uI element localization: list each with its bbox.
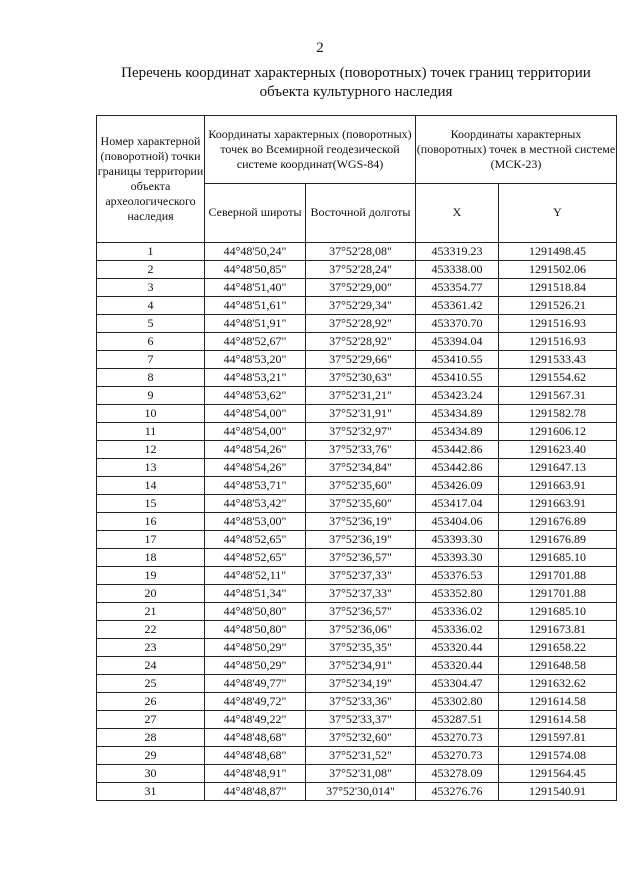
x-cell: 453352.80	[416, 585, 499, 603]
point-number-cell: 19	[97, 567, 205, 585]
table-row	[97, 369, 617, 387]
longitude-cell: 37°52'35,60"	[306, 477, 416, 495]
header-east-longitude: Восточной долготы	[306, 183, 416, 242]
latitude-cell: 44°48'54,26"	[205, 459, 306, 477]
x-cell: 453270.73	[416, 747, 499, 765]
table-row	[97, 621, 617, 639]
latitude-cell: 44°48'52,65"	[205, 531, 306, 549]
x-cell: 453393.30	[416, 531, 499, 549]
point-number-cell: 15	[97, 495, 205, 513]
latitude-cell: 44°48'54,00"	[205, 423, 306, 441]
point-number-cell: 29	[97, 747, 205, 765]
point-number-cell: 16	[97, 513, 205, 531]
table-row	[97, 513, 617, 531]
point-number-cell: 25	[97, 675, 205, 693]
point-number-cell: 10	[97, 405, 205, 423]
point-number-cell: 28	[97, 729, 205, 747]
y-cell: 1291564.45	[499, 765, 617, 783]
table-header	[97, 116, 617, 243]
table-row	[97, 351, 617, 369]
point-number-cell: 13	[97, 459, 205, 477]
table-row	[97, 675, 617, 693]
y-cell: 1291597.81	[499, 729, 617, 747]
x-cell: 453304.47	[416, 675, 499, 693]
longitude-cell: 37°52'36,06"	[306, 621, 416, 639]
longitude-cell: 37°52'31,21"	[306, 387, 416, 405]
table-row	[97, 297, 617, 315]
point-number-cell: 17	[97, 531, 205, 549]
longitude-cell: 37°52'28,92"	[306, 333, 416, 351]
y-cell: 1291516.93	[499, 315, 617, 333]
point-number-cell: 4	[97, 297, 205, 315]
document-title: Перечень координат характерных (поворотных) точек границ территории объекта культурного наследия	[121, 65, 591, 100]
point-number-cell: 27	[97, 711, 205, 729]
longitude-cell: 37°52'36,19"	[306, 531, 416, 549]
table-body	[97, 243, 617, 801]
point-number-cell: 22	[97, 621, 205, 639]
x-cell: 453370.70	[416, 315, 499, 333]
longitude-cell: 37°52'35,60"	[306, 495, 416, 513]
longitude-cell: 37°52'30,014"	[306, 783, 416, 801]
longitude-cell: 37°52'35,35"	[306, 639, 416, 657]
table-row	[97, 531, 617, 549]
point-number-cell: 21	[97, 603, 205, 621]
latitude-cell: 44°48'51,91"	[205, 315, 306, 333]
table-row	[97, 747, 617, 765]
latitude-cell: 44°48'53,21"	[205, 369, 306, 387]
latitude-cell: 44°48'50,80"	[205, 603, 306, 621]
latitude-cell: 44°48'50,80"	[205, 621, 306, 639]
table-row	[97, 243, 617, 261]
table-row	[97, 639, 617, 657]
table-row	[97, 315, 617, 333]
point-number-cell: 14	[97, 477, 205, 495]
table-row	[97, 585, 617, 603]
x-cell: 453320.44	[416, 657, 499, 675]
x-cell: 453336.02	[416, 603, 499, 621]
longitude-cell: 37°52'31,52"	[306, 747, 416, 765]
y-cell: 1291567.31	[499, 387, 617, 405]
y-cell: 1291540.91	[499, 783, 617, 801]
table-row	[97, 693, 617, 711]
latitude-cell: 44°48'53,00"	[205, 513, 306, 531]
table-row	[97, 657, 617, 675]
table-row	[97, 711, 617, 729]
point-number-cell: 2	[97, 261, 205, 279]
x-cell: 453434.89	[416, 423, 499, 441]
x-cell: 453426.09	[416, 477, 499, 495]
x-cell: 453410.55	[416, 351, 499, 369]
longitude-cell: 37°52'33,36"	[306, 693, 416, 711]
y-cell: 1291582.78	[499, 405, 617, 423]
point-number-cell: 11	[97, 423, 205, 441]
longitude-cell: 37°52'37,33"	[306, 585, 416, 603]
latitude-cell: 44°48'50,29"	[205, 657, 306, 675]
latitude-cell: 44°48'48,68"	[205, 747, 306, 765]
y-cell: 1291663.91	[499, 495, 617, 513]
x-cell: 453442.86	[416, 459, 499, 477]
y-cell: 1291554.62	[499, 369, 617, 387]
longitude-cell: 37°52'37,33"	[306, 567, 416, 585]
longitude-cell: 37°52'32,97"	[306, 423, 416, 441]
latitude-cell: 44°48'48,68"	[205, 729, 306, 747]
point-number-cell: 3	[97, 279, 205, 297]
longitude-cell: 37°52'28,08"	[306, 243, 416, 261]
latitude-cell: 44°48'50,85"	[205, 261, 306, 279]
header-north-latitude: Северной широты	[205, 183, 306, 242]
point-number-cell: 1	[97, 243, 205, 261]
point-number-cell: 26	[97, 693, 205, 711]
latitude-cell: 44°48'49,77"	[205, 675, 306, 693]
longitude-cell: 37°52'29,34"	[306, 297, 416, 315]
longitude-cell: 37°52'36,57"	[306, 603, 416, 621]
latitude-cell: 44°48'51,34"	[205, 585, 306, 603]
x-cell: 453434.89	[416, 405, 499, 423]
longitude-cell: 37°52'28,92"	[306, 315, 416, 333]
x-cell: 453423.24	[416, 387, 499, 405]
latitude-cell: 44°48'49,22"	[205, 711, 306, 729]
latitude-cell: 44°48'50,24"	[205, 243, 306, 261]
latitude-cell: 44°48'54,00"	[205, 405, 306, 423]
x-cell: 453417.04	[416, 495, 499, 513]
y-cell: 1291574.08	[499, 747, 617, 765]
page-number: 2	[316, 40, 324, 56]
x-cell: 453319.23	[416, 243, 499, 261]
y-cell: 1291685.10	[499, 549, 617, 567]
latitude-cell: 44°48'54,26"	[205, 441, 306, 459]
y-cell: 1291701.88	[499, 567, 617, 585]
latitude-cell: 44°48'51,61"	[205, 297, 306, 315]
x-cell: 453320.44	[416, 639, 499, 657]
header-x: X	[416, 183, 499, 242]
y-cell: 1291663.91	[499, 477, 617, 495]
x-cell: 453287.51	[416, 711, 499, 729]
longitude-cell: 37°52'31,08"	[306, 765, 416, 783]
longitude-cell: 37°52'33,76"	[306, 441, 416, 459]
longitude-cell: 37°52'30,63"	[306, 369, 416, 387]
longitude-cell: 37°52'36,57"	[306, 549, 416, 567]
header-point-number: Номер характерной (поворотной) точки границы территории объекта археологического наследия	[97, 116, 205, 243]
y-cell: 1291647.13	[499, 459, 617, 477]
y-cell: 1291623.40	[499, 441, 617, 459]
point-number-cell: 9	[97, 387, 205, 405]
x-cell: 453276.76	[416, 783, 499, 801]
x-cell: 453361.42	[416, 297, 499, 315]
latitude-cell: 44°48'48,91"	[205, 765, 306, 783]
y-cell: 1291701.88	[499, 585, 617, 603]
longitude-cell: 37°52'33,37"	[306, 711, 416, 729]
y-cell: 1291498.45	[499, 243, 617, 261]
point-number-cell: 24	[97, 657, 205, 675]
table-row	[97, 783, 617, 801]
latitude-cell: 44°48'52,11"	[205, 567, 306, 585]
latitude-cell: 44°48'51,40"	[205, 279, 306, 297]
table-row	[97, 549, 617, 567]
latitude-cell: 44°48'49,72"	[205, 693, 306, 711]
x-cell: 453404.06	[416, 513, 499, 531]
point-number-cell: 23	[97, 639, 205, 657]
y-cell: 1291676.89	[499, 531, 617, 549]
longitude-cell: 37°52'34,84"	[306, 459, 416, 477]
y-cell: 1291526.21	[499, 297, 617, 315]
table-row	[97, 729, 617, 747]
x-cell: 453338.00	[416, 261, 499, 279]
y-cell: 1291673.81	[499, 621, 617, 639]
longitude-cell: 37°52'36,19"	[306, 513, 416, 531]
y-cell: 1291658.22	[499, 639, 617, 657]
x-cell: 453442.86	[416, 441, 499, 459]
y-cell: 1291676.89	[499, 513, 617, 531]
longitude-cell: 37°52'34,91"	[306, 657, 416, 675]
point-number-cell: 5	[97, 315, 205, 333]
point-number-cell: 30	[97, 765, 205, 783]
y-cell: 1291648.58	[499, 657, 617, 675]
y-cell: 1291614.58	[499, 711, 617, 729]
latitude-cell: 44°48'48,87"	[205, 783, 306, 801]
y-cell: 1291606.12	[499, 423, 617, 441]
x-cell: 453336.02	[416, 621, 499, 639]
point-number-cell: 20	[97, 585, 205, 603]
table-row	[97, 387, 617, 405]
latitude-cell: 44°48'50,29"	[205, 639, 306, 657]
y-cell: 1291502.06	[499, 261, 617, 279]
header-msk23: Координаты характерных (поворотных) точек в местной системе (МСК-23)	[416, 116, 617, 184]
table-row	[97, 603, 617, 621]
header-wgs84: Координаты характерных (поворотных) точек во Всемирной геодезической системе координат(WGS-84)	[205, 116, 416, 184]
longitude-cell: 37°52'29,66"	[306, 351, 416, 369]
table-row	[97, 333, 617, 351]
x-cell: 453376.53	[416, 567, 499, 585]
header-y: Y	[499, 183, 617, 242]
x-cell: 453302.80	[416, 693, 499, 711]
x-cell: 453394.04	[416, 333, 499, 351]
x-cell: 453278.09	[416, 765, 499, 783]
latitude-cell: 44°48'52,67"	[205, 333, 306, 351]
y-cell: 1291685.10	[499, 603, 617, 621]
latitude-cell: 44°48'53,20"	[205, 351, 306, 369]
y-cell: 1291632.62	[499, 675, 617, 693]
x-cell: 453270.73	[416, 729, 499, 747]
point-number-cell: 18	[97, 549, 205, 567]
x-cell: 453354.77	[416, 279, 499, 297]
table-row	[97, 261, 617, 279]
latitude-cell: 44°48'53,71"	[205, 477, 306, 495]
y-cell: 1291518.84	[499, 279, 617, 297]
table-row	[97, 279, 617, 297]
point-number-cell: 12	[97, 441, 205, 459]
y-cell: 1291516.93	[499, 333, 617, 351]
table-row	[97, 495, 617, 513]
coordinates-table	[96, 115, 617, 801]
longitude-cell: 37°52'32,60"	[306, 729, 416, 747]
longitude-cell: 37°52'29,00"	[306, 279, 416, 297]
longitude-cell: 37°52'34,19"	[306, 675, 416, 693]
table-row	[97, 477, 617, 495]
longitude-cell: 37°52'31,91"	[306, 405, 416, 423]
table-row	[97, 459, 617, 477]
x-cell: 453410.55	[416, 369, 499, 387]
latitude-cell: 44°48'52,65"	[205, 549, 306, 567]
latitude-cell: 44°48'53,42"	[205, 495, 306, 513]
table-row	[97, 405, 617, 423]
table-row	[97, 567, 617, 585]
latitude-cell: 44°48'53,62"	[205, 387, 306, 405]
table-row	[97, 765, 617, 783]
table-row	[97, 441, 617, 459]
longitude-cell: 37°52'28,24"	[306, 261, 416, 279]
table-row	[97, 423, 617, 441]
point-number-cell: 6	[97, 333, 205, 351]
y-cell: 1291614.58	[499, 693, 617, 711]
point-number-cell: 8	[97, 369, 205, 387]
point-number-cell: 31	[97, 783, 205, 801]
x-cell: 453393.30	[416, 549, 499, 567]
y-cell: 1291533.43	[499, 351, 617, 369]
point-number-cell: 7	[97, 351, 205, 369]
